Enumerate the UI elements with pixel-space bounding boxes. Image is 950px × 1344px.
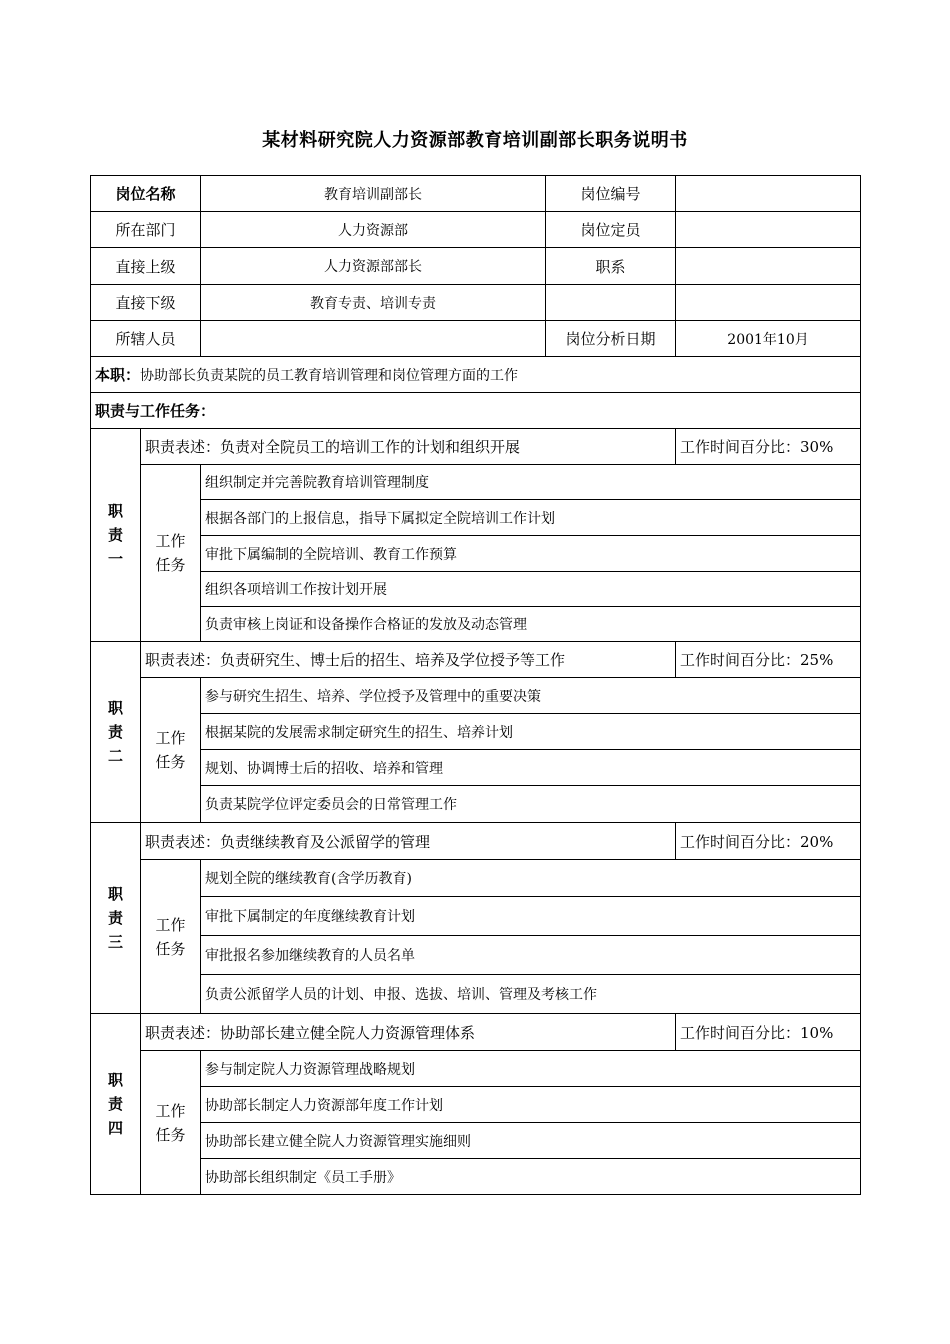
headcount-label: 岗位定员 [546,212,676,248]
core-duty-text: 协助部长负责某院的员工教育培训管理和岗位管理方面的工作 [140,368,519,384]
task-row [91,975,861,1014]
duty-2-task: 规划、协调博士后的招收、培养和管理 [201,750,861,786]
info-row [91,285,861,321]
duty-1-pct: 工作时间百分比：30% [676,429,861,465]
task-label-text: 工作任务 [155,915,186,958]
task-row [91,607,861,642]
core-duty-row [91,357,861,393]
duty-1-desc-row [91,429,861,465]
duty-3-label [91,823,141,1014]
duty-3-task-label [141,860,201,1014]
duty-4-task: 协助部长组织制定《员工手册》 [201,1159,861,1195]
info-row [91,321,861,357]
duty-1-task: 组织各项培训工作按计划开展 [201,572,861,607]
duty-2-label-text: 职责二 [107,699,123,765]
task-row [91,1051,861,1087]
duty-1-task: 根据各部门的上报信息，指导下属拟定全院培训工作计划 [201,500,861,536]
headcount-value [676,212,861,248]
duty-1-label-text: 职责一 [107,502,123,568]
blank-value [676,285,861,321]
duty-3-pct: 工作时间百分比：20% [676,823,861,860]
duties-header: 职责与工作任务： [91,393,861,429]
core-duty-label: 本职： [95,366,141,384]
staff-label: 所辖人员 [91,321,201,357]
duty-2-desc: 职责表述：负责研究生、博士后的招生、培养及学位授予等工作 [141,642,676,678]
task-row [91,1087,861,1123]
core-duty [91,357,861,393]
duty-4-task: 参与制定院人力资源管理战略规划 [201,1051,861,1087]
job-family-label: 职系 [546,248,676,285]
task-row [91,678,861,714]
duty-4-label-text: 职责四 [107,1071,123,1137]
position-code-label: 岗位编号 [546,176,676,212]
duty-1-label [91,429,141,642]
task-row [91,465,861,500]
task-row [91,1159,861,1195]
duty-2-label [91,642,141,823]
position-code-value [676,176,861,212]
info-row [91,248,861,285]
task-label-text: 工作任务 [155,532,186,574]
duty-4-desc-row [91,1014,861,1051]
duty-3-task: 审批报名参加继续教育的人员名单 [201,936,861,975]
duty-3-desc: 职责表述：负责继续教育及公派留学的管理 [141,823,676,860]
duty-4-task: 协助部长制定人力资源部年度工作计划 [201,1087,861,1123]
duty-1-task: 审批下属编制的全院培训、教育工作预算 [201,536,861,572]
analysis-date-value: 2001年10月 [676,321,861,357]
task-row [91,572,861,607]
department-label: 所在部门 [91,212,201,248]
direct-subordinate-label: 直接下级 [91,285,201,321]
direct-subordinate-value: 教育专责、培训专责 [201,285,546,321]
duty-4-desc: 职责表述：协助部长建立健全院人力资源管理体系 [141,1014,676,1051]
duty-2-task: 参与研究生招生、培养、学位授予及管理中的重要决策 [201,678,861,714]
position-name-value: 教育培训副部长 [201,176,546,212]
duty-1-task: 组织制定并完善院教育培训管理制度 [201,465,861,500]
staff-value [201,321,546,357]
duty-4-pct: 工作时间百分比：10% [676,1014,861,1051]
task-label-text: 工作任务 [155,1101,186,1144]
duty-2-task: 根据某院的发展需求制定研究生的招生、培养计划 [201,714,861,750]
direct-superior-value: 人力资源部部长 [201,248,546,285]
direct-superior-label: 直接上级 [91,248,201,285]
task-row [91,1123,861,1159]
job-family-value [676,248,861,285]
task-row [91,936,861,975]
duty-4-task: 协助部长建立健全院人力资源管理实施细则 [201,1123,861,1159]
position-name-label: 岗位名称 [91,176,201,212]
task-label-text: 工作任务 [155,729,186,771]
task-row [91,750,861,786]
task-row [91,860,861,897]
duty-1-task: 负责审核上岗证和设备操作合格证的发放及动态管理 [201,607,861,642]
duty-2-task: 负责某院学位评定委员会的日常管理工作 [201,786,861,823]
job-description-table [90,175,861,1195]
task-row [91,536,861,572]
document-title: 某材料研究院人力资源部教育培训副部长职务说明书 [262,130,688,151]
duty-1-task-label [141,465,201,642]
duty-4-task-label [141,1051,201,1195]
duty-2-pct: 工作时间百分比：25% [676,642,861,678]
info-row [91,176,861,212]
duty-3-task: 审批下属制定的年度继续教育计划 [201,897,861,936]
duty-2-desc-row [91,642,861,678]
task-row [91,714,861,750]
duty-3-task: 规划全院的继续教育(含学历教育) [201,860,861,897]
duty-2-task-label [141,678,201,823]
duty-3-task: 负责公派留学人员的计划、申报、选拔、培训、管理及考核工作 [201,975,861,1014]
analysis-date-label: 岗位分析日期 [546,321,676,357]
department-value: 人力资源部 [201,212,546,248]
duty-3-label-text: 职责三 [107,885,123,951]
task-row [91,897,861,936]
task-row [91,500,861,536]
duty-1-desc: 职责表述：负责对全院员工的培训工作的计划和组织开展 [141,429,676,465]
task-row [91,786,861,823]
info-row [91,212,861,248]
duty-3-desc-row [91,823,861,860]
duty-4-label [91,1014,141,1195]
blank-label [546,285,676,321]
duties-header-row [91,393,861,429]
